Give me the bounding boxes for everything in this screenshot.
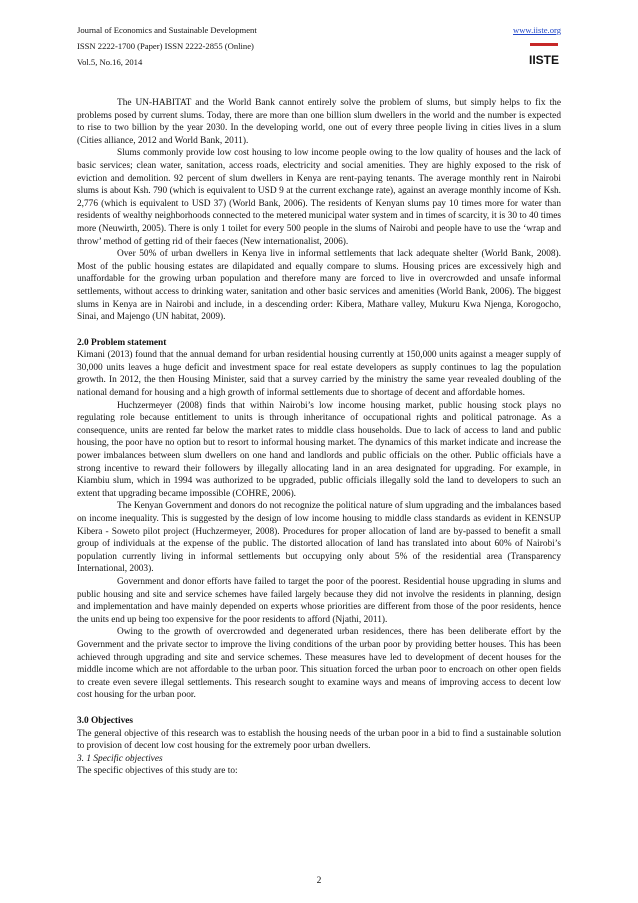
- journal-title: Journal of Economics and Sustainable Development: [77, 25, 257, 35]
- subsection-heading-specific-objectives: 3. 1 Specific objectives: [77, 753, 163, 764]
- paragraph: Over 50% of urban dwellers in Kenya live in informal settlements that lack adequate shelter (World Bank, 2008). Most of the public housing estates are dilapidated and equally compare to slums. Housing prices are excessively high and unaffordable for the growing urban population and therefore many are forced to live in overcrowded and unsafe informal settlements, without access to drinking water, sanitation and other basic services and amenities (World Bank, 2006). The biggest slums in Kenya are in Nairobi and include, in a descending order: Kibera, Mathare valley, Mukuru Kwa Njenga, Korogocho, Sinai, and Majengo (UN habitat, 2009).: [77, 249, 561, 323]
- paragraph: Government and donor efforts have failed to target the poor of the poorest. Residential house upgrading in slums and public housing and site and service schemes have failed largely because they did not involve the residents in planning, design and implementation and have mainly depended on experts whose priorities are different from those of the poor residents, hence the units end up being too expensive for the poor residents to afford (Njathi, 2011).: [77, 576, 561, 625]
- paragraph: The general objective of this research was to establish the housing needs of the urban poor in a bid to find a sustainable solution to provision of decent low cost housing for the extremely poor urban dwellers.: [77, 728, 561, 752]
- paragraph: The Kenyan Government and donors do not recognize the political nature of slum upgrading and the imbalances based on income inequality. This is suggested by the design of low income housing to middle class standards as evident in KENSUP Kibera - Soweto pilot project (Huchzermeyer, 2008). Procedures for proper allocation of land are by-passed to benefit a small group of individuals at the expense of the public. The distorted allocation of land has translated into about 60% of Nairobi’s population currently living in informal settlements but occupying only about 5% of the residential area (Transparency International, 2003).: [77, 501, 561, 575]
- iiste-logo: [529, 43, 559, 69]
- article-body: [77, 97, 561, 778]
- svg-text:IISTE: IISTE: [529, 53, 559, 67]
- paragraph: The UN-HABITAT and the World Bank cannot entirely solve the problem of slums, but simply helps to fix the problems posed by current slums. Today, there are more than one billion slum dwellers in the world and the number is expected to rise to two billion by the year 2030. In the developing world, one out of every three people living in cities lives in a slum (Cities alliance, 2012 and World Bank, 2011).: [77, 98, 561, 146]
- paragraph: The specific objectives of this study are to:: [77, 766, 238, 777]
- page-header: [77, 25, 561, 85]
- paragraph: Kimani (2013) found that the annual demand for urban residential housing currently at 150,000 units against a meager supply of 30,000 units leaves a huge deficit and investment space for real estate developers as supply continues to lag the population growth. In 2012, the then Housing Minister, said that a survey carried by the ministry the same year revealed doubling of the national demand for housing and a high growth of informal settlements due to shortage of decent and affordable homes.: [77, 350, 561, 399]
- paragraph: Huchzermeyer (2008) finds that within Nairobi’s low income housing market, public housing stock plays no regulating role because entitlement to units is through inheritance of occupational rights and political patronage. As a consequence, units are rented far below the market rates to middle class households. Due to lack of access to land and public housing, the poor have no option but to resort to informal housing market. The dynamics of this market indicate and increase the power imbalances between slum dwellers on one hand and landlords and public officials on the other. Public officials have a strong incentive to reward their followers by illegally allocating land in an area designated for upgrading. For example, in Kiambiu slum, which in 1994 was authorized to be upgraded, public officials illegally sold the land to developers to such an extent that upgrading became impossible (COHRE, 2006).: [77, 400, 561, 499]
- page-number: 2: [316, 876, 322, 886]
- issn-line: ISSN 2222-1700 (Paper) ISSN 2222-2855 (Online): [77, 41, 254, 51]
- volume-line: Vol.5, No.16, 2014: [77, 57, 143, 67]
- paragraph: Slums commonly provide low cost housing to low income people owing to the low quality of houses and the lack of basic services; clean water, sanitation, access roads, electricity and social amenities. They are highly exposed to the risk of eviction and demolition. 92 percent of slum dwellers in Kenya are rent-paying tenants. The average monthly rent in Nairobi slums is about Ksh. 790 (which is equivalent to USD 9 at the current exchange rate), against an average monthly income of Ksh. 2,776 (which is equivalent to USD 37) (World Bank, 2006). The residents of Kenyan slums pay 10 times more for water than residents of wealthy neighborhoods connected to the metered municipal water system and in times of scarcity, it is 30 to 40 times more (Neuwirth, 2005). There is only 1 toilet for every 500 people in the slums of Nairobi and people have to use the ‘wrap and throw’ method of getting rid of their faeces (New internationalist, 2006).: [77, 148, 561, 247]
- section-heading-problem-statement: 2.0 Problem statement: [77, 337, 167, 348]
- section-heading-objectives: 3.0 Objectives: [77, 715, 134, 726]
- paragraph: Owing to the growth of overcrowded and degenerated urban residences, there has been deliberate effort by the Government and the private sector to improve the living conditions of the urban poor by providing better houses. This has been achieved through upgrading and site and service schemes. These measures have led to development of decent houses for the middle income which are not affordable to the urban poor. This situation forced the urban poor to encroach on other open fields to create even severe illegal settlements. This research sought to examine ways and means of improving access to decent low cost housing for the urban poor.: [77, 627, 561, 701]
- journal-url-link[interactable]: www.iiste.org: [513, 25, 561, 35]
